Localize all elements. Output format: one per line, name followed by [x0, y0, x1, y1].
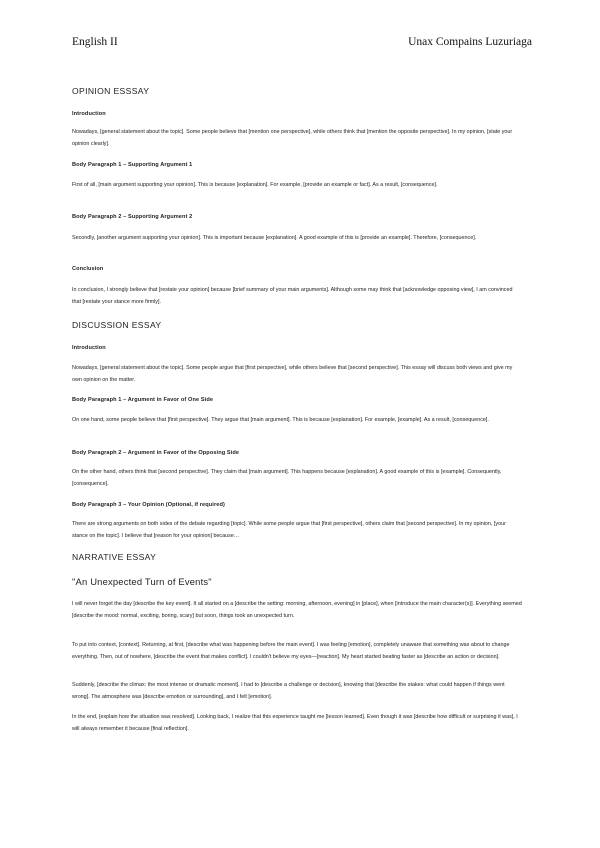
discussion-body1-text: On one hand, some people believe that [first perspective]. They argue that [main argument]. This is because [explanation]. For example, [example]. As a result, [consequence].: [72, 417, 489, 423]
discussion-body2-heading: Body Paragraph 2 – Argument in Favor of the Opposing Side: [72, 450, 240, 456]
opinion-intro-heading: Introduction: [72, 111, 106, 117]
opinion-conclusion-text: In conclusion, I strongly believe that [restate your opinion] because [brief summary of your main arguments]. Although some may think that [acknowledge opposing view], I am convinced that [restate your stance more firmly].: [72, 287, 513, 305]
narrative-essay-title: NARRATIVE ESSAY: [72, 552, 157, 562]
course-name: English II: [72, 36, 118, 48]
narrative-paragraph-2: To put into context, [context]. Returning, at first, [describe what was happening before the main event]. I was feeling [emotion], completely unaware that something was about to change everything. Then, out of nowhere, [describe the event that makes conflict]. I couldn't believe my eyes—[reaction]. My heart started beating faster as [describe an action or decision].: [72, 642, 510, 660]
discussion-intro-heading: Introduction: [72, 345, 106, 351]
narrative-paragraph-3: Suddenly, [describe the climax: the most intense or dramatic moment]. I had to [describe a challenge or decision], knowing that [describe the stakes: what could happen if things went wrong]. The atmosphere was [describe emotion or surrounding], and I felt [emotion].: [72, 682, 505, 700]
narrative-paragraph-4: In the end, [explain how the situation was resolved]. Looking back, I realize that this experience taught me [lesson learned]. Even though it was [describe how difficult or surprising it was], I will always remember it because [final reflection].: [72, 714, 518, 732]
opinion-body2-text: Secondly, [another argument supporting your opinion]. This is important because [explanation]. A good example of this is [provide an example]. Therefore, [consequence].: [72, 235, 477, 241]
discussion-essay-title: DISCUSSION ESSAY: [72, 320, 162, 330]
narrative-paragraph-1: I will never forget the day [describe the key event]. It all started on a [describe the setting: morning, afternoon, evening] in [place], when [introduce the main character(s)]. Everything seemed [describe the mood: normal, exciting, boring, scary] but soon, things took an unexpected turn.: [72, 601, 522, 619]
page-header: [72, 36, 532, 48]
opinion-conclusion-heading: Conclusion: [72, 266, 104, 272]
story-title: "An Unexpected Turn of Events": [72, 576, 212, 587]
opinion-body1-heading: Body Paragraph 1 – Supporting Argument 1: [72, 162, 193, 168]
discussion-intro-text: Nowadays, [general statement about the topic]. Some people argue that [first perspective], while others believe that [second perspective]. This essay will discuss both views and give my own opinion on the matter.: [72, 365, 513, 383]
discussion-body2-text: On the other hand, others think that [second perspective]. They claim that [main argument]. This happens because [explanation]. A good example of this is [example]. Consequently, [consequence].: [72, 469, 502, 487]
discussion-body3-heading: Body Paragraph 3 – Your Opinion (Optional, if required): [72, 502, 225, 508]
opinion-intro-text: Nowadays, [general statement about the topic]. Some people believe that [mention one perspective], while others think that [mention the opposite perspective]. In my opinion, [state your opinion clearly].: [72, 129, 513, 147]
opinion-body1-text: First of all, [main argument supporting your opinion]. This is because [explanation]. For example, [provide an example or fact]. As a result, [consequence].: [72, 182, 438, 188]
opinion-essay-title: OPINION ESSSAY: [72, 86, 150, 96]
opinion-body2-heading: Body Paragraph 2 – Supporting Argument 2: [72, 214, 193, 220]
author-name: Unax Compains Luzuriaga: [408, 36, 532, 48]
discussion-body1-heading: Body Paragraph 1 – Argument in Favor of One Side: [72, 397, 214, 403]
discussion-body3-text: There are strong arguments on both sides of the debate regarding [topic]. While some people argue that [first perspective], others claim that [second perspective]. In my opinion, [your stance on the topic]. I believe that [reason for your opinion] because…: [72, 521, 506, 539]
